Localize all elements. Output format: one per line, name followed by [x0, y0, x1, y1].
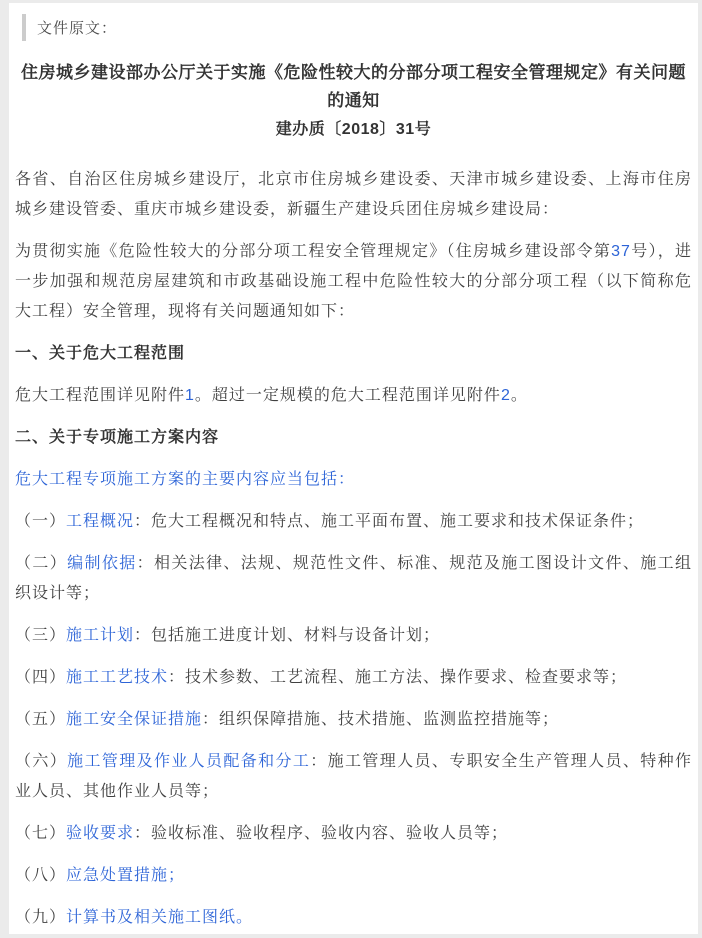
plan-item-prefix: （八） [15, 867, 67, 884]
plan-item [15, 705, 692, 735]
link-attachment-1[interactable]: 1 [185, 387, 195, 404]
scope-text-1: 危大工程范围详见附件 [15, 387, 186, 404]
plan-item-link[interactable]: 计算书及相关施工图纸。 [66, 909, 254, 926]
plan-item [15, 507, 692, 537]
plan-item-link[interactable]: 验收要求 [66, 825, 135, 842]
plan-item-link[interactable]: 应急处置措施； [66, 867, 186, 884]
header-accent-bar [22, 14, 26, 41]
source-header [15, 13, 692, 41]
document-title: 住房城乡建设部办公厅关于实施《危险性较大的分部分项工程安全管理规定》有关问题的通知 [21, 63, 686, 110]
scope-text-3: 。 [510, 387, 528, 404]
plan-item-prefix: （九） [15, 909, 67, 926]
document-page [9, 3, 698, 934]
plan-item-link[interactable]: 施工安全保证措施 [66, 711, 203, 728]
plan-item-prefix: （五） [15, 711, 67, 728]
plan-item-desc: ：包括施工进度计划、材料与设备计划； [134, 627, 441, 644]
plan-item-desc: ：技术参数、工艺流程、施工方法、操作要求、检查要求等； [168, 669, 628, 686]
plan-item-prefix: （三） [15, 627, 67, 644]
plan-item-desc: ：组织保障措施、技术措施、监测监控措施等； [202, 711, 560, 728]
plan-item-desc: ：施工管理人员、专职安全生产管理人员、特种作业人员、其他作业人员等； [15, 753, 692, 800]
plan-item-desc: ：危大工程概况和特点、施工平面布置、施工要求和技术保证条件； [134, 513, 645, 530]
plan-item-desc: ：验收标准、验收程序、验收内容、验收人员等； [134, 825, 509, 842]
plan-item-link[interactable]: 施工工艺技术 [66, 669, 169, 686]
plan-item [15, 663, 692, 693]
plan-item [15, 549, 692, 609]
plan-item-link[interactable]: 编制依据 [67, 555, 137, 572]
plan-item-prefix: （一） [15, 513, 67, 530]
plan-item-prefix: （六） [15, 753, 68, 770]
plan-item [15, 903, 692, 933]
plan-item-link[interactable]: 施工管理及作业人员配备和分工 [67, 753, 311, 770]
salutation-paragraph: 各省、自治区住房城乡建设厅，北京市住房城乡建设委、天津市城乡建设委、上海市住房城乡建设管委、重庆市城乡建设委，新疆生产建设兵团住房城乡建设局： [15, 171, 692, 218]
plan-item-link[interactable]: 施工计划 [66, 627, 135, 644]
plan-item-desc: ：相关法律、法规、规范性文件、标准、规范及施工图设计文件、施工组织设计等； [15, 555, 692, 602]
plan-item-prefix: （七） [15, 825, 67, 842]
link-decree-number[interactable]: 37 [611, 243, 631, 260]
intro-text-2: 号），进一步加强和规范房屋建筑和市政基础设施工程中危险性较大的分部分项工程（以下简称危大工程）安全管理，现将有关问题通知如下： [15, 243, 692, 320]
scope-paragraph [15, 381, 692, 411]
plan-item [15, 747, 692, 807]
link-attachment-2[interactable]: 2 [500, 387, 511, 404]
section2-heading: 二、关于专项施工方案内容 [15, 429, 220, 446]
plan-item-prefix: （四） [15, 669, 67, 686]
document-number: 建办质〔2018〕31号 [275, 121, 432, 138]
intro-text-1: 为贯彻实施《危险性较大的分部分项工程安全管理规定》（住房城乡建设部令第 [15, 243, 612, 260]
source-header-label: 文件原文： [37, 19, 118, 37]
section1-heading: 一、关于危大工程范围 [15, 345, 186, 362]
plan-item [15, 861, 692, 891]
plan-items [15, 507, 692, 933]
plan-lead-link[interactable]: 危大工程专项施工方案的主要内容应当包括： [15, 471, 356, 488]
plan-item [15, 819, 692, 849]
plan-item-link[interactable]: 工程概况 [66, 513, 135, 530]
plan-item-prefix: （二） [15, 555, 68, 572]
plan-item [15, 621, 692, 651]
scope-text-2: 。超过一定规模的危大工程范围详见附件 [194, 387, 501, 404]
intro-paragraph [15, 237, 692, 327]
